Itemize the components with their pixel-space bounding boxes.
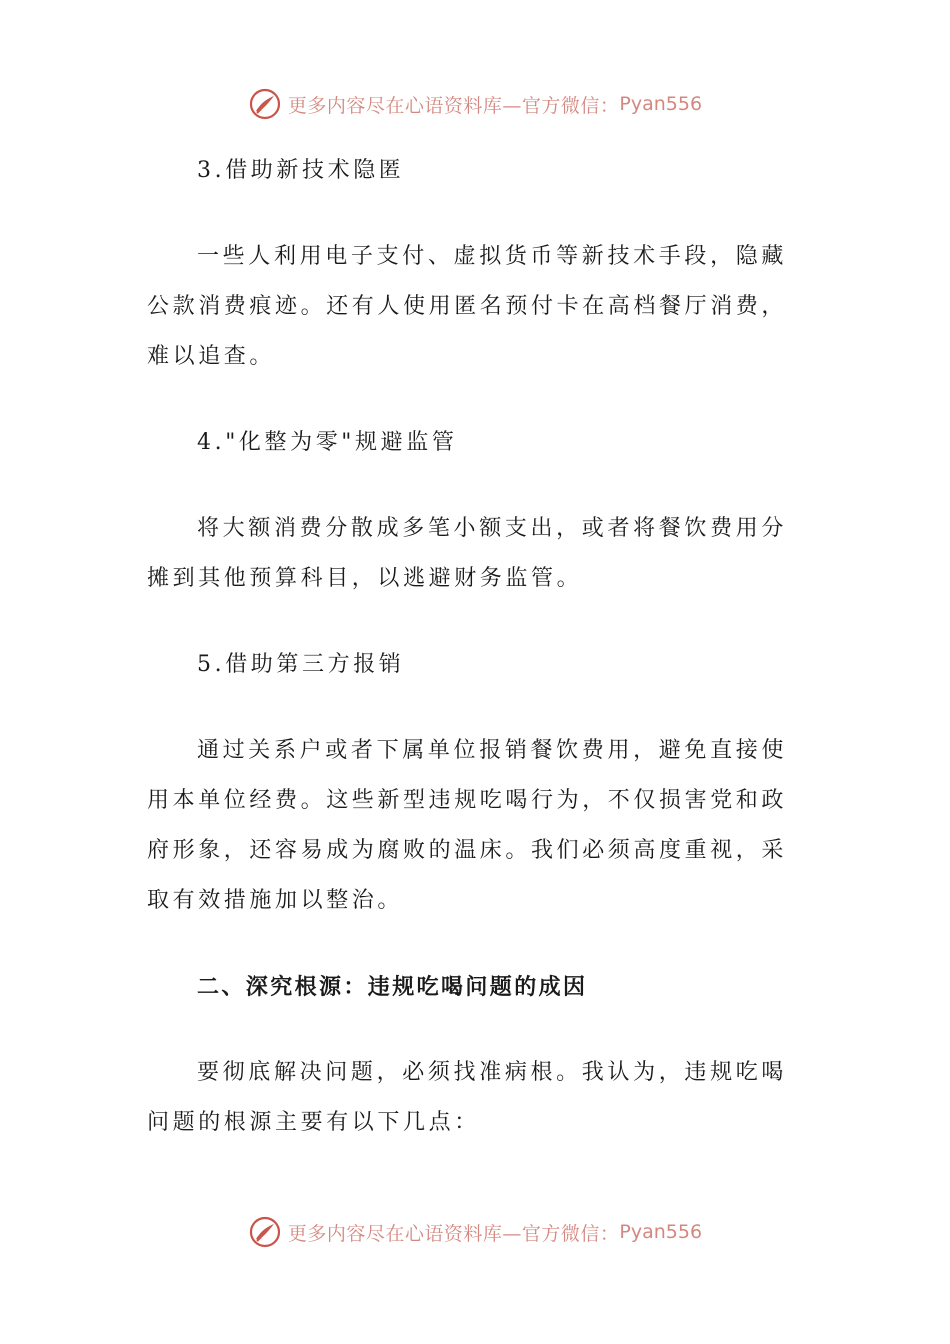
section-paragraph-5: 通过关系户或者下属单位报销餐饮费用，避免直接使用本单位经费。这些新型违规吃喝行为，不仅损害党和政府形象，还容易成为腐败的温床。我们必须高度重视，采取有效措施加以整治。	[147, 738, 788, 913]
section-heading-5: 5.借助第三方报销	[197, 652, 405, 677]
watermark-text: 更多内容尽在心语资料库—官方微信：	[287, 94, 620, 117]
section-paragraph-4: 将大额消费分散成多笔小额支出，或者将餐饮费用分摊到其他预算科目，以逃避财务监管。	[147, 516, 787, 591]
section-paragraph-3: 一些人利用电子支付、虚拟货币等新技术手段，隐藏公款消费痕迹。还有人使用匿名预付卡在高档餐厅消费，难以追查。	[147, 244, 788, 369]
watermark-handle: Pyan556	[619, 93, 703, 115]
watermark-text: 更多内容尽在心语资料库—官方微信：	[287, 1222, 620, 1245]
document-body	[147, 146, 787, 1148]
section-heading-4: 4."化整为零"规避监管	[197, 430, 458, 455]
pen-logo-icon	[248, 87, 282, 121]
watermark-handle: Pyan556	[619, 1221, 703, 1243]
watermark-footer	[0, 1212, 950, 1252]
watermark-header	[0, 84, 950, 124]
section-heading-3: 3.借助新技术隐匿	[197, 158, 405, 183]
chapter-paragraph-two: 要彻底解决问题，必须找准病根。我认为，违规吃喝问题的根源主要有以下几点：	[147, 1060, 787, 1135]
chapter-heading-two: 二、深究根源：违规吃喝问题的成因	[197, 974, 588, 1000]
pen-logo-icon	[248, 1215, 282, 1249]
